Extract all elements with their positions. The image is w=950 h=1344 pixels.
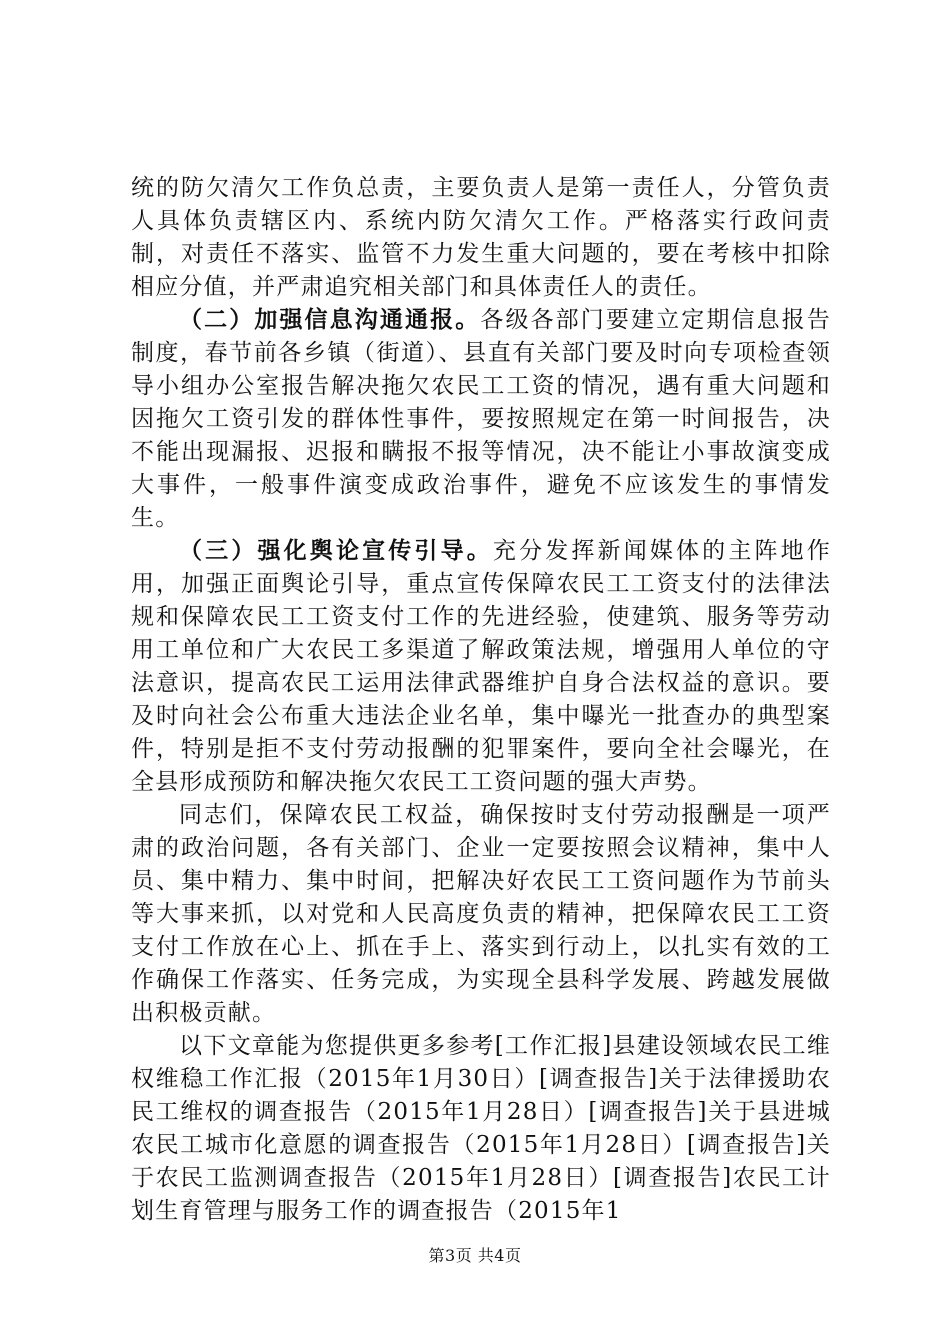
paragraph-text: 充分发挥新闻媒体的主阵地作用，加强正面舆论引导，重点宣传保障农民工工资支付的法律法规和保障农民工工资支付工作的先进经验，使建筑、服务等劳动用工单位和广大农民工多渠道了解政策法规，增强用人单位的守法意识，提高农民工运用法律武器维护自身合法权益的意识。要及时向社会公布重大违法企业名单，集中曝光一批查办的典型案件，特别是拒不支付劳动报酬的犯罪案件，要向全社会曝光，在全县形成预防和解决拖欠农民工工资问题的强大声势。 [131, 538, 831, 795]
paragraph-text: 统的防欠清欠工作负总责，主要负责人是第一责任人，分管负责人具体负责辖区内、系统内防欠清欠工作。严格落实行政问责制，对责任不落实、监管不力发生重大问题的，要在考核中扣除相应分值，并严肃追究相关部门和具体责任人的责任。 [131, 175, 831, 300]
paragraph-text: 同志们，保障农民工权益，确保按时支付劳动报酬是一项严肃的政治问题，各有关部门、企业一定要按照会议精神，集中人员、集中精力、集中时间，把解决好农民工工资问题作为节前头等大事来抓，以对党和人民高度负责的精神，把保障农民工工资支付工作放在心上、抓在手上、落实到行动上，以扎实有效的工作确保工作落实、任务完成，为实现全县科学发展、跨越发展做出积极贡献。 [131, 802, 831, 1026]
document-body [131, 172, 831, 1228]
paragraph-closing-remarks [131, 799, 831, 1030]
section-heading-2: （二）加强信息沟通通报。 [179, 307, 481, 333]
page-footer [0, 1246, 950, 1266]
paragraph-text: 以下文章能为您提供更多参考[工作汇报]县建设领域农民工维权维稳工作汇报（2015年1月30日）[调查报告]关于法律援助农民工维权的调查报告（2015年1月28日）[调查报告]关于县进城农民工城市化意愿的调查报告（2015年1月28日）[调查报告]关于农民工监测调查报告（2015年1月28日）[调查报告]农民工计划生育管理与服务工作的调查报告（2015年1 [131, 1033, 831, 1224]
page-number: 第3页 共4页 [428, 1246, 522, 1265]
paragraph-publicity [131, 535, 831, 799]
section-heading-3: （三）强化舆论宣传引导。 [179, 538, 493, 564]
paragraph-information-reporting [131, 304, 831, 535]
paragraph-text: 各级各部门要建立定期信息报告制度，春节前各乡镇（街道）、县直有关部门要及时向专项检查领导小组办公室报告解决拖欠农民工工资的情况，遇有重大问题和因拖欠工资引发的群体性事件，要按照规定在第一时间报告，决不能出现漏报、迟报和瞒报不报等情况，决不能让小事故演变成大事件，一般事件演变成政治事件，避免不应该发生的事情发生。 [131, 307, 831, 531]
paragraph-responsibility [131, 172, 831, 304]
paragraph-related-articles [131, 1030, 831, 1228]
